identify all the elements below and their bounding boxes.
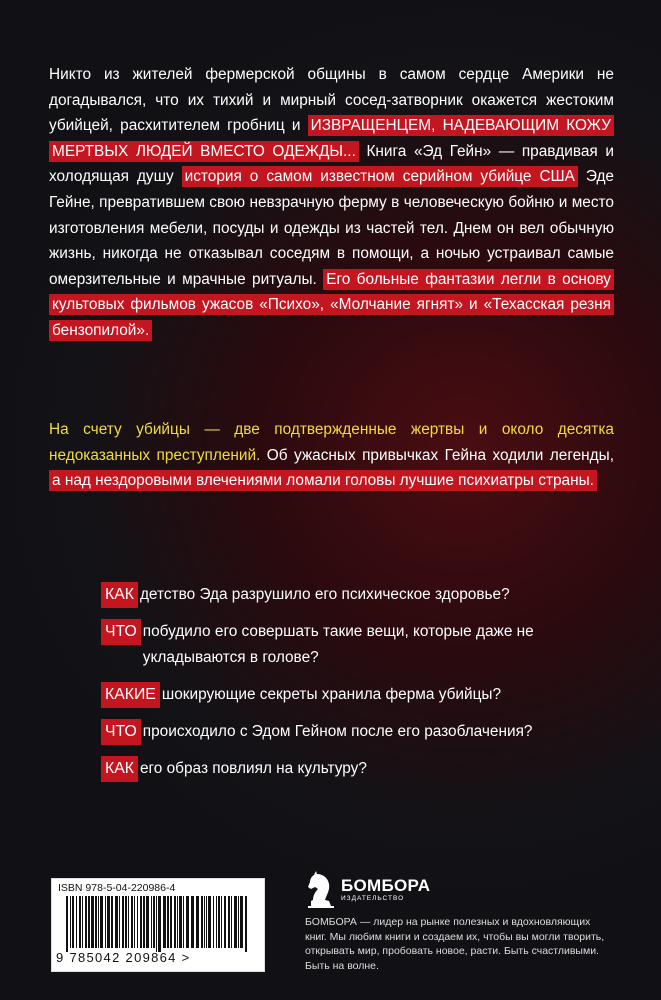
barcode-bar: [228, 896, 230, 948]
barcode-bar: [218, 896, 220, 948]
highlight-pervert: ИЗВРАЩЕНЦЕМ, НАДЕВАЮЩИМ КОЖУ МЕРТВЫХ ЛЮДЕЙ ВМЕСТО ОДЕЖДЫ...: [49, 115, 614, 162]
question-text: происходило с Эдом Гейном после его разоблачения?: [142, 723, 533, 740]
barcode-bar: [238, 896, 239, 948]
barcode-bar: [70, 896, 71, 948]
barcode-bar: [163, 896, 166, 948]
barcode-bar: [66, 896, 68, 952]
barcode-bar: [98, 896, 99, 948]
question-item: [101, 682, 621, 708]
barcode-bar: [111, 896, 113, 948]
barcode-bar: [158, 896, 161, 952]
barcode-bar: [153, 896, 155, 948]
barcode-bar: [85, 896, 87, 948]
blurb-text: Об ужасных привычках Гейна ходили легенды,: [260, 446, 614, 464]
question-item: [101, 756, 621, 782]
barcode-bar: [134, 896, 135, 948]
questions-list: [101, 582, 621, 793]
blurb-paragraph-1: [49, 62, 614, 344]
knight-chess-icon: [305, 870, 337, 908]
barcode-bar: [191, 896, 194, 948]
publisher-name: БОМБОРА: [341, 876, 431, 895]
highlight-story: история о самом известном серийном убийце США: [182, 166, 578, 187]
barcode-bar: [107, 896, 110, 948]
blurb-paragraph-2: [49, 417, 614, 494]
question-text: шокирующие секреты хранила ферма убийцы?: [161, 686, 502, 703]
barcode-bar: [105, 896, 106, 948]
question-item: [101, 619, 621, 671]
isbn-label: ISBN 978-5-04-220986-4: [58, 882, 176, 894]
yellow-victims-text: На счету убийцы — две подтвержденные жертвы и около десятка недоказанных преступлений.: [49, 421, 614, 464]
publisher-description: БОМБОРА — лидер на рынке полезных и вдохновляющих книг. Мы любим книги и создаем их, чтобы вы могли творить, открывать мир, пробовать новое, расти. Быть счастливыми. Быть на волне.: [305, 916, 605, 972]
barcode-bar: [76, 896, 77, 948]
question-text: детство Эда разрушило его психическое здоровье?: [139, 586, 510, 603]
barcode-bar: [221, 896, 222, 948]
highlight-films: Его больные фантазии легли в основу культовых фильмов ужасов «Психо», «Молчание ягнят» и «Техасская резня бензопилой».: [49, 269, 614, 341]
barcode-bar: [88, 896, 90, 948]
barcode-bar: [174, 896, 176, 948]
barcode-bar: [170, 896, 172, 948]
barcode-bar: [131, 896, 133, 948]
barcode-bar: [151, 896, 152, 948]
barcode-bar: [206, 896, 207, 948]
barcode-bar: [196, 896, 199, 948]
publisher-logo: [305, 870, 430, 908]
blurb-text: Никто из жителей фермерской общины в самом сердце Америки не догадывался, что их тихий и мирный сосед-затворник окажется жестоким убийцей, расхитителем гробниц и: [49, 66, 614, 135]
barcode-bar: [231, 896, 232, 948]
barcode-bar: [95, 896, 97, 948]
barcode-bar: [224, 896, 226, 948]
isbn-barcode: [51, 878, 265, 972]
question-keyword: КАК: [101, 582, 138, 608]
barcode-bar: [82, 896, 83, 948]
barcode-bar: [140, 896, 142, 948]
publisher-sub: ИЗДАТЕЛЬСТВО: [341, 895, 405, 902]
blurb-text: Эде Гейне, превратившем свою невзрачную ферму в человеческую бойню и место изготовления мебели, посуды и одежды из частей тел. Днем он вел обычную жизнь, никогда не отказывал соседям в помощи, а ночью устраивал самые омерзительные и мрачные ритуалы.: [49, 168, 614, 288]
barcode-bar: [179, 896, 182, 948]
barcode-bar: [125, 896, 127, 948]
highlight-psychiatrists: а над нездоровыми влечениями ломали головы лучшие психиатры страны.: [49, 470, 597, 491]
question-item: [101, 719, 621, 745]
barcode-bar: [79, 896, 81, 948]
question-text: побудило его совершать такие вещи, которые даже не укладываются в голове?: [142, 623, 534, 666]
barcode-bar: [128, 896, 129, 948]
barcode-bar: [146, 896, 149, 948]
barcode-bar: [186, 896, 189, 948]
barcode-bar: [201, 896, 203, 948]
barcode-bar: [213, 896, 214, 948]
question-keyword: КАКИЕ: [101, 682, 160, 708]
barcode-bar: [91, 896, 94, 948]
question-keyword: ЧТО: [101, 719, 141, 745]
barcode-bar: [119, 896, 120, 948]
barcode-bar: [240, 896, 243, 948]
barcode-bars: [66, 896, 250, 952]
question-keyword: ЧТО: [101, 619, 141, 645]
barcode-bar: [122, 896, 124, 948]
barcode-bar: [143, 896, 145, 948]
barcode-bar: [204, 896, 205, 948]
barcode-bar: [137, 896, 138, 948]
blurb-text: Книга «Эд Гейн» — правдивая и холодящая душу: [49, 142, 614, 186]
barcode-bar: [208, 896, 211, 948]
question-keyword: КАК: [101, 756, 138, 782]
barcode-digits: 9 785042 209864 >: [56, 950, 191, 965]
question-text: его образ повлиял на культуру?: [139, 760, 367, 777]
barcode-bar: [216, 896, 217, 948]
barcode-bar: [156, 896, 157, 952]
barcode-bar: [177, 896, 178, 948]
barcode-bar: [72, 896, 74, 948]
barcode-bar: [100, 896, 103, 948]
barcode-bar: [167, 896, 169, 948]
barcode-bar: [234, 896, 237, 948]
question-item: [101, 582, 621, 608]
barcode-bar: [245, 896, 247, 952]
barcode-bar: [183, 896, 184, 948]
barcode-bar: [115, 896, 118, 948]
